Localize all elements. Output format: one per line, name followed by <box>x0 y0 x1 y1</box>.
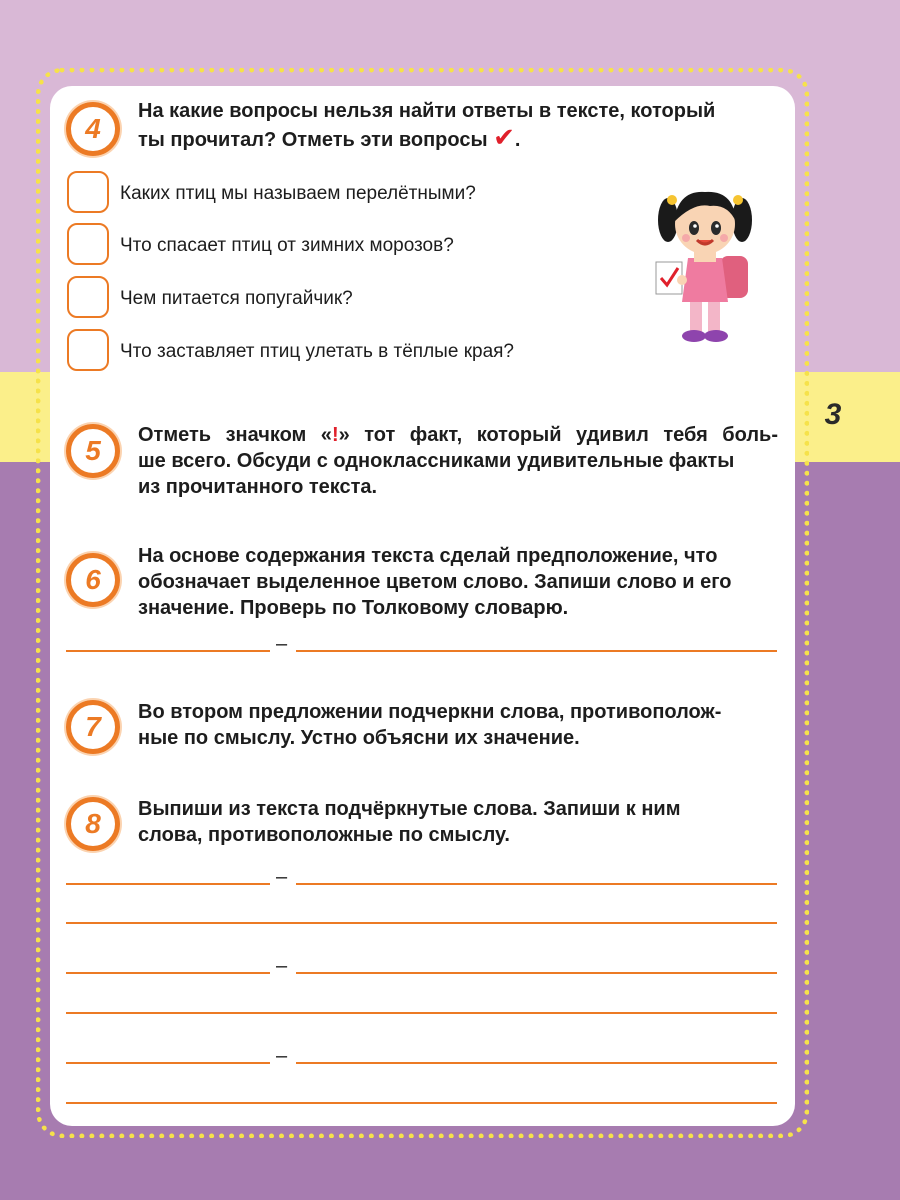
task-5-line-2: ше всего. Обсуди с одноклассниками удивительные факты <box>138 450 735 472</box>
answer-line-meaning[interactable] <box>296 650 777 652</box>
task-8-text <box>138 796 778 848</box>
task-5-line-1-a: Отметь значком « <box>138 424 332 446</box>
task-7-line-1: Во втором предложении подчеркни слова, противополож- <box>138 701 722 723</box>
question-2: Что спасает птиц от зимних морозов? <box>120 235 454 256</box>
task-5-badge: 5 <box>66 424 120 478</box>
answer-line-full[interactable] <box>66 1102 777 1104</box>
check-mark-icon: ✔ <box>493 122 515 152</box>
task-4-line-2-text: ты прочитал? Отметь эти вопросы <box>138 129 488 151</box>
task-8-badge: 8 <box>66 797 120 851</box>
question-checkbox-3[interactable] <box>67 276 109 318</box>
task-6-text <box>138 543 778 621</box>
task-5-line-3: из прочитанного текста. <box>138 476 378 498</box>
question-checkbox-1[interactable] <box>67 171 109 213</box>
answer-line-word[interactable] <box>66 1062 270 1064</box>
answer-line-word[interactable] <box>66 883 270 885</box>
question-1: Каких птиц мы называем перелётными? <box>120 183 476 204</box>
task-8-line-1: Выпиши из текста подчёркнутые слова. Запиши к ним <box>138 798 681 820</box>
task-4-line-1: На какие вопросы нельзя найти ответы в тексте, который <box>138 100 716 122</box>
answer-line-antonym[interactable] <box>296 1062 777 1064</box>
answer-dash: – <box>276 1045 288 1067</box>
task-4-text <box>138 98 778 153</box>
answer-line-word[interactable] <box>66 972 270 974</box>
answer-line-word[interactable] <box>66 650 270 652</box>
task-4-badge: 4 <box>66 102 120 156</box>
task-7-text <box>138 699 778 751</box>
exclamation-mark-icon: ! <box>331 424 339 446</box>
task-7-line-2: ные по смыслу. Устно объясни их значение. <box>138 727 580 749</box>
page-number: 3 <box>824 398 842 431</box>
answer-line-antonym[interactable] <box>296 883 777 885</box>
task-6-line-1: На основе содержания текста сделай предположение, что <box>138 545 718 567</box>
task-7-badge: 7 <box>66 700 120 754</box>
task-5-text <box>138 422 778 500</box>
question-4: Что заставляет птиц улетать в тёплые края? <box>120 341 514 362</box>
task-8-line-2: слова, противоположные по смыслу. <box>138 824 510 846</box>
task-4-dot: . <box>514 129 521 151</box>
question-3: Чем питается попугайчик? <box>120 288 353 309</box>
answer-line-full[interactable] <box>66 922 777 924</box>
task-5-line-1 <box>138 422 778 448</box>
answer-dash: – <box>276 955 288 977</box>
task-5-line-1-b: » тот факт, который удивил тебя боль- <box>338 424 778 446</box>
task-6-line-2: обозначает выделенное цветом слово. Запиши слово и его <box>138 571 732 593</box>
question-checkbox-4[interactable] <box>67 329 109 371</box>
answer-dash: – <box>276 866 288 888</box>
task-4-line-2 <box>138 124 778 153</box>
answer-line-full[interactable] <box>66 1012 777 1014</box>
question-checkbox-2[interactable] <box>67 223 109 265</box>
task-6-line-3: значение. Проверь по Толковому словарю. <box>138 597 569 619</box>
girl-with-checklist-illustration <box>650 184 760 344</box>
answer-line-antonym[interactable] <box>296 972 777 974</box>
answer-dash: – <box>276 633 288 655</box>
task-6-badge: 6 <box>66 553 120 607</box>
